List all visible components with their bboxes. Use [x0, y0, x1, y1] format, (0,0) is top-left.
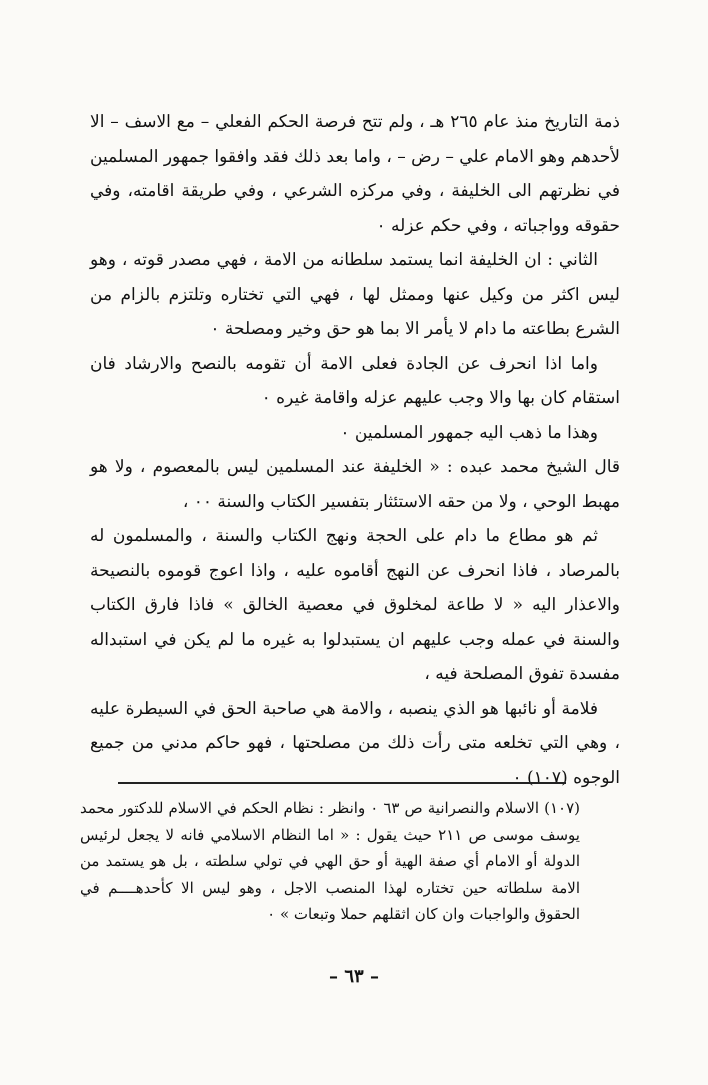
paragraph-6: ثم هو مطاع ما دام على الحجة ونهج الكتاب والسنة ، والمسلمون له بالمرصاد ، فاذا انحرف عن النهج أقاموه عليه ، واذا اعوج قوموه بالنصيحة والاعذار اليه « لا طاعة لمخلوق في معصية الخالق » فاذا فارق الكتاب والسنة في عمله وجب عليهم ان يستبدلوا به غيره ما لم يكن في استبداله مفسدة تفوق المصلحة فيه ،	[90, 526, 620, 684]
footnote-divider	[118, 782, 566, 784]
paragraph-7: فلامة أو نائبها هو الذي ينصبه ، والامة هي صاحبة الحق في السيطرة عليه ، وهي التي تخلعه متى رأت ذلك من مصلحتها ، فهو حاكم مدني من جميع الوجوه (١٠٧) ٠	[90, 698, 620, 788]
paragraph-4: وهذا ما ذهب اليه جمهور المسلمين ٠	[340, 422, 598, 443]
main-text	[90, 105, 620, 795]
page-number: – ٦٣ –	[329, 966, 379, 987]
paragraph-1: ذمة التاريخ منذ عام ٢٦٥ هـ ، ولم تتح فرصة الحكم الفعلي – مع الاسف – الا لأحدهم وهو الامام علي – رض – ، واما بعد ذلك فقد وافقوا جمهور المسلمين في نظرتهم الى الخليفة ، وفي مركزه الشرعي ، وفي طريقة اقامته، وفي حقوقه وواجباته ، وفي حكم عزله ٠	[90, 112, 620, 236]
paragraph-2: الثاني : ان الخليفة انما يستمد سلطانه من الامة ، فهي مصدر قوته ، وهو ليس اكثر من وكيل عنها وممثل لها ، فهي التي تختاره وتلتزم بالزام من الشرع بطاعته ما دام لا يأمر الا بما هو حق وخير ومصلحة ٠	[90, 250, 620, 339]
paragraph-3: واما اذا انحرف عن الجادة فعلى الامة أن تقومه بالنصح والارشاد فان استقام كان بها والا وجب عليهم عزله واقامة غيره ٠	[90, 353, 620, 408]
paragraph-5: قال الشيخ محمد عبده : « الخليفة عند المسلمين ليس بالمعصوم ، ولا هو مهبط الوحي ، ولا من حقه الاستئثار بتفسير الكتاب والسنة ٠٠ ،	[90, 457, 620, 512]
footnote	[80, 795, 580, 928]
footnote-text: (١٠٧) الاسلام والنصرانية ص ٦٣ ٠ وانظر : نظام الحكم في الاسلام للدكتور محمد يوسف موسى ص ٢١١ حيث يقول : « اما النظام الاسلامي فانه لا يجعل لرئيس الدولة أو الامام أي صفة الهية أو حق الهي في تولي سلطته ، بل هو يستمد من الامة سلطاته حين تختاره لهذا المنصب الاجل ، وهو ليس الا كأحدهــــم في الحقوق والواجبات وان كان اثقلهم حملا وتبعات » ٠	[80, 799, 580, 923]
